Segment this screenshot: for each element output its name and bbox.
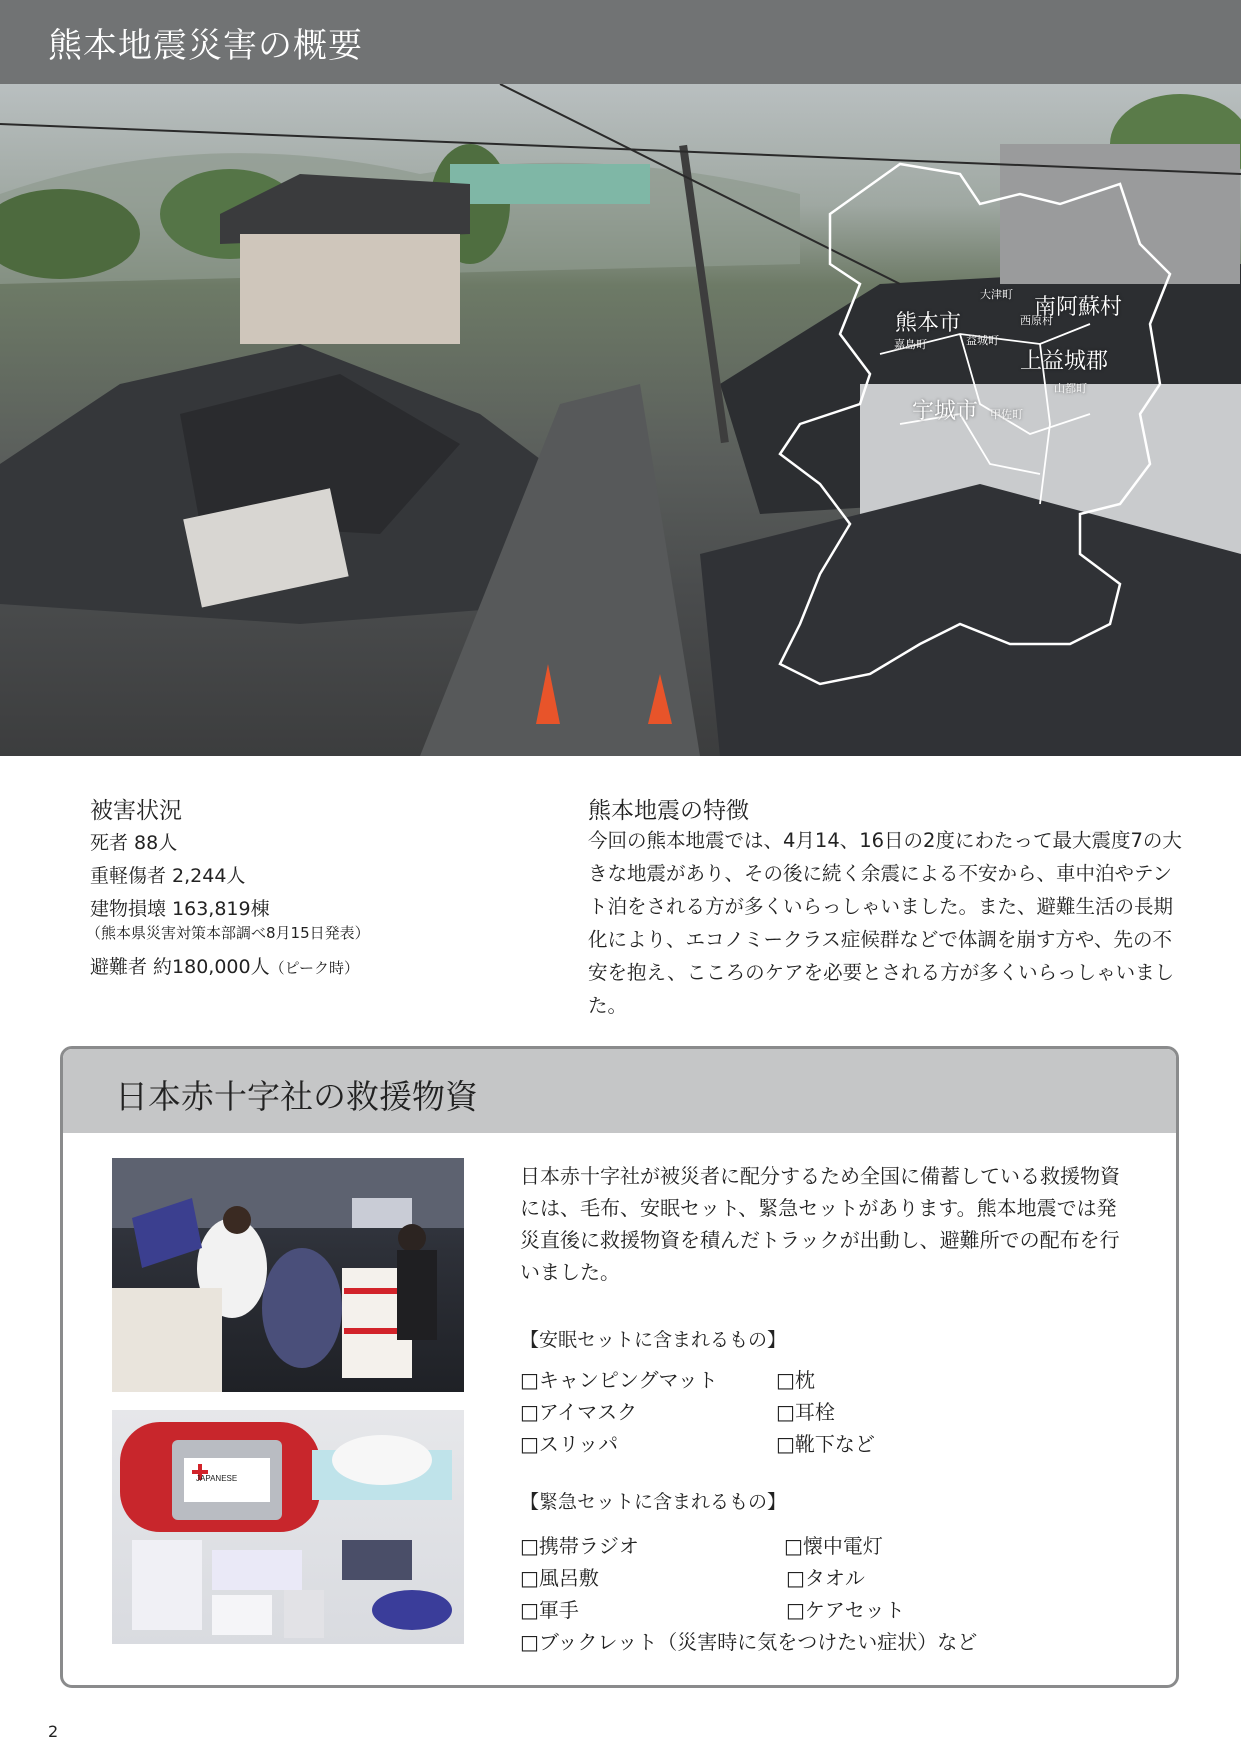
emergency-set-photo: [112, 1410, 464, 1644]
map-label-kosa: 甲佐町: [990, 408, 1023, 421]
page-number: 2: [48, 1722, 59, 1741]
damage-evacuees: 避難者 約180,000人: [90, 956, 270, 978]
emergency-item-careset: □ケアセット: [786, 1598, 905, 1622]
page-title: 熊本地震災害の概要: [48, 26, 363, 66]
damage-injured: 重軽傷者 2,244人: [90, 865, 246, 887]
hero-photo: [0, 84, 1241, 756]
emergency-item-flashlight: □懐中電灯: [784, 1534, 883, 1558]
header-bar: [0, 0, 1241, 84]
damage-evacuees-note: （ピーク時）: [269, 959, 360, 977]
map-label-nishihara: 西原村: [1020, 314, 1053, 327]
map-label-uki-city: 宇城市: [912, 399, 979, 424]
map-label-kamimashiki: 上益城郡: [1020, 349, 1109, 374]
map-label-kumamoto-city: 熊本市: [895, 311, 962, 336]
emergency-item-towel: □タオル: [786, 1566, 865, 1590]
damage-deaths: 死者 88人: [90, 832, 178, 854]
sleep-item-eyemask: □アイマスク: [520, 1400, 638, 1424]
map-label-minamiaso: 南阿蘇村: [1034, 295, 1123, 320]
relief-header: [63, 1049, 1176, 1133]
relief-body: 日本赤十字社が被災者に配分するため全国に備蓄している救援物資には、毛布、安眠セット、緊急セットがあります。熊本地震では発災直後に救援物資を積んだトラックが出動し、避難所での配布を行いました。: [520, 1164, 1120, 1284]
relief-title: 日本赤十字社の救援物資: [115, 1077, 478, 1116]
map-label-yamato: 山都町: [1054, 382, 1087, 395]
damage-source: （熊本県災害対策本部調べ8月15日発表）: [86, 924, 370, 942]
sleep-item-earplugs: □耳栓: [776, 1400, 835, 1424]
distribution-illustration: [112, 1158, 464, 1392]
sleep-item-pillow: □枕: [776, 1368, 815, 1392]
sleep-item-slippers: □スリッパ: [520, 1432, 619, 1456]
map-label-mifune: 嘉島町: [894, 338, 927, 351]
map-label-ozu: 大津町: [980, 288, 1013, 301]
emergency-item-gloves: □軍手: [520, 1598, 579, 1622]
features-body: 今回の熊本地震では、4月14、16日の2度にわたって最大震度7の大きな地震があり、その後に続く余震による不安から、車中泊やテント泊をされる方が多くいらっしゃいました。また、避難生活の長期化により、エコノミークラス症候群などで体調を崩す方や、先の不安を抱え、こころのケアを必要とされる方が多くいらっしゃいました。: [588, 829, 1182, 1017]
damage-buildings: 建物損壊 163,819棟: [90, 898, 270, 920]
emergency-item-furoshiki: □風呂敷: [520, 1566, 599, 1590]
emergency-item-booklet: □ブックレット（災害時に気をつけたい症状）など: [520, 1630, 978, 1654]
damage-title: 被害状況: [90, 798, 182, 824]
emergency-item-radio: □携帯ラジオ: [520, 1534, 639, 1558]
sleep-item-mat: □キャンピングマット: [520, 1368, 718, 1392]
map-label-mashiki: 益城町: [966, 334, 999, 347]
damage-evacuees-line: [90, 952, 359, 979]
sleep-item-socks: □靴下など: [776, 1432, 875, 1456]
sleep-set-heading: 【安眠セットに含まれるもの】: [520, 1329, 787, 1351]
hero-illustration: [0, 84, 1241, 756]
relief-distribution-photo: [112, 1158, 464, 1392]
bag-label: JAPANESE: [196, 1474, 238, 1483]
features-title: 熊本地震の特徴: [588, 798, 749, 824]
emergency-set-heading: 【緊急セットに含まれるもの】: [520, 1491, 787, 1513]
emergency-set-illustration: [112, 1410, 464, 1644]
